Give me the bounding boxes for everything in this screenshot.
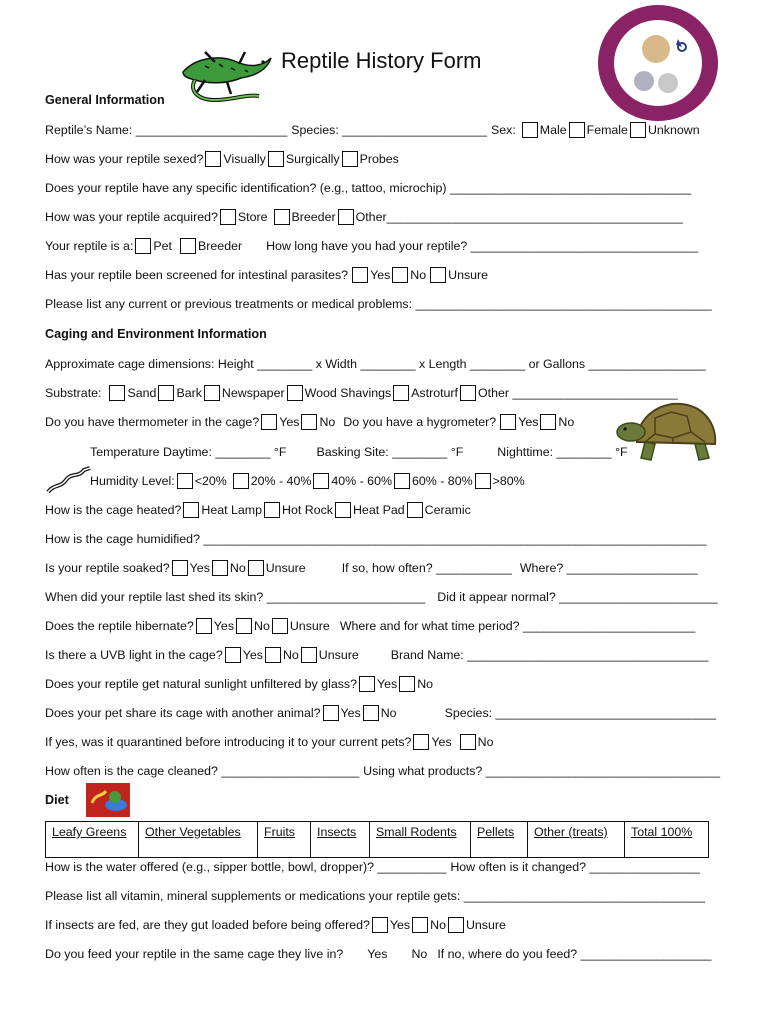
quarantine-question: If yes, was it quarantined before introducing it to your current pets?: [45, 735, 412, 749]
soaked-yes-label: Yes: [189, 561, 210, 575]
gut-loaded-yes-label: Yes: [389, 918, 411, 932]
gut-loaded-unsure-checkbox[interactable]: [448, 917, 464, 933]
row-reptile-is: [45, 237, 698, 255]
sexed-question: How was your reptile sexed?: [45, 152, 204, 166]
substrate-astroturf-checkbox[interactable]: [393, 385, 409, 401]
shed-normal-question[interactable]: Did it appear normal? _______________________: [437, 590, 718, 604]
gut-loaded-no-label: No: [430, 918, 446, 932]
share-yes-checkbox[interactable]: [323, 705, 339, 721]
humidified-question[interactable]: How is the cage humidified? _________________________________________________________________________: [45, 532, 707, 546]
sunlight-yes-label: Yes: [377, 677, 398, 691]
substrate-newspaper-label: Newspaper: [221, 386, 285, 400]
thermometer-no-label: No: [319, 415, 336, 429]
acquired-other-label[interactable]: Other___________________________________________: [355, 210, 683, 224]
hygrometer-yes-label: Yes: [518, 415, 539, 429]
section-caging-heading: Caging and Environment Information: [45, 327, 267, 341]
diet-col-total[interactable]: [625, 822, 709, 858]
sex-male-checkbox[interactable]: [522, 122, 538, 138]
treatments-question[interactable]: Please list any current or previous treatments or medical problems: ___________________________________________: [45, 297, 712, 311]
parasites-yes-checkbox[interactable]: [352, 267, 368, 283]
soak-frequency-field[interactable]: If so, how often? ___________: [341, 561, 512, 575]
heat-lamp-checkbox[interactable]: [183, 502, 199, 518]
sex-label: Sex:: [490, 123, 516, 137]
share-no-checkbox[interactable]: [363, 705, 379, 721]
diet-col-label: Total 100%: [631, 825, 693, 839]
basking-site-field[interactable]: Basking Site: ________ °F: [316, 445, 464, 459]
parasites-unsure-label: Unsure: [448, 268, 489, 282]
row-thermometer: [45, 413, 574, 431]
row-vitamins: [45, 887, 705, 905]
gut-loaded-no-checkbox[interactable]: [412, 917, 428, 933]
humidity-20-40-label: 20% - 40%: [250, 474, 312, 488]
diet-col-other-vegetables[interactable]: [139, 822, 258, 858]
share-yes-label: Yes: [340, 706, 361, 720]
diet-col-fruits[interactable]: [258, 822, 311, 858]
humidity-label: Humidity Level:: [90, 474, 175, 488]
substrate-other-label[interactable]: Other ________________________: [478, 386, 678, 400]
uvb-unsure-checkbox[interactable]: [301, 647, 317, 663]
thermometer-yes-checkbox[interactable]: [261, 414, 277, 430]
acquired-breeder-checkbox[interactable]: [274, 209, 290, 225]
sex-female-label: Female: [586, 123, 628, 137]
row-acquired: [45, 208, 683, 226]
parasites-question: Has your reptile been screened for intestinal parasites?: [45, 268, 349, 282]
hibernate-question: Does the reptile hibernate?: [45, 619, 194, 633]
hygrometer-no-label: No: [558, 415, 575, 429]
row-cleaned: [45, 762, 720, 780]
cage-dimensions-question[interactable]: Approximate cage dimensions: Height ________ x Width ________ x Length ________ or Gallons _________________: [45, 357, 706, 371]
hygrometer-question: Do you have a hygrometer?: [343, 415, 497, 429]
row-share-cage: [45, 704, 716, 722]
quarantine-yes-checkbox[interactable]: [413, 734, 429, 750]
humidity-40-60-checkbox[interactable]: [313, 473, 329, 489]
heat-pad-label: Heat Pad: [352, 503, 405, 517]
acquired-store-label: Store: [237, 210, 268, 224]
section-diet-heading: Diet: [45, 793, 69, 807]
diet-col-label: Leafy Greens: [52, 825, 127, 839]
diet-col-other-treats[interactable]: [528, 822, 625, 858]
uvb-question: Is there a UVB light in the cage?: [45, 648, 223, 662]
share-cage-question: Does your pet share its cage with another animal?: [45, 706, 321, 720]
sunlight-no-checkbox[interactable]: [399, 676, 415, 692]
section-general-heading: General Information: [45, 93, 165, 107]
heat-lamp-label: Heat Lamp: [201, 503, 263, 517]
cleaned-question[interactable]: How often is the cage cleaned? ____________________: [45, 764, 360, 778]
row-sexed: [45, 150, 399, 168]
row-humidified: [45, 530, 706, 548]
substrate-sand-label: Sand: [127, 386, 157, 400]
hot-rock-checkbox[interactable]: [264, 502, 280, 518]
row-uvb: [45, 646, 708, 664]
shed-question[interactable]: When did your reptile last shed its skin? _______________________: [45, 590, 426, 604]
humidity-60-80-label: 60% - 80%: [412, 474, 473, 488]
identification-question[interactable]: Does your reptile have any specific identification? (e.g., tattoo, microchip) ___________________________________: [45, 181, 692, 195]
soaked-question: Is your reptile soaked?: [45, 561, 170, 575]
parasites-unsure-checkbox[interactable]: [430, 267, 446, 283]
water-question[interactable]: How is the water offered (e.g., sipper bottle, bowl, dropper)? __________: [45, 860, 447, 874]
soaked-unsure-checkbox[interactable]: [248, 560, 264, 576]
row-name-species-sex: [45, 121, 700, 139]
sexed-visually-checkbox[interactable]: [205, 151, 221, 167]
diet-col-label: Insects: [317, 825, 357, 839]
form-title: Reptile History Form: [281, 48, 482, 73]
row-same-cage: [45, 945, 712, 963]
veterinary-logo: [596, 3, 720, 123]
quarantine-no-checkbox[interactable]: [460, 734, 476, 750]
substrate-label: Substrate:: [45, 386, 102, 400]
heat-pad-checkbox[interactable]: [335, 502, 351, 518]
species-label[interactable]: Species: _____________________: [291, 123, 487, 137]
row-gut-loaded: [45, 916, 506, 934]
diet-col-label: Pellets: [477, 825, 515, 839]
hibernate-where-field[interactable]: Where and for what time period? _________________________: [339, 619, 696, 633]
cleaning-products-field[interactable]: Using what products? __________________________________: [363, 764, 721, 778]
substrate-sand-checkbox[interactable]: [109, 385, 125, 401]
substrate-wood-label: Wood Shavings: [304, 386, 392, 400]
hygrometer-yes-checkbox[interactable]: [500, 414, 516, 430]
same-cage-no-label[interactable]: No: [411, 947, 428, 961]
sex-unknown-checkbox[interactable]: [630, 122, 646, 138]
humidity-40-60-label: 40% - 60%: [331, 474, 392, 488]
is-pet-checkbox[interactable]: [135, 238, 151, 254]
parasites-no-label: No: [410, 268, 427, 282]
is-pet-label: Pet: [153, 239, 173, 253]
thermometer-yes-label: Yes: [279, 415, 300, 429]
hibernate-no-checkbox[interactable]: [236, 618, 252, 634]
share-species-field[interactable]: Species: ________________________________: [444, 706, 717, 720]
sex-unknown-label: Unknown: [647, 123, 700, 137]
gut-loaded-yes-checkbox[interactable]: [372, 917, 388, 933]
row-heated: [45, 501, 471, 519]
substrate-newspaper-checkbox[interactable]: [204, 385, 220, 401]
water-changed-field[interactable]: How often is it changed? ________________: [450, 860, 700, 874]
sexed-visually-label: Visually: [223, 152, 266, 166]
diet-table: [45, 821, 709, 858]
substrate-bark-label: Bark: [176, 386, 202, 400]
row-shed: [45, 588, 718, 606]
how-long-question[interactable]: How long have you had your reptile? _________________________________: [266, 239, 699, 253]
uvb-yes-checkbox[interactable]: [225, 647, 241, 663]
diet-col-label: Other Vegetables: [145, 825, 241, 839]
soaked-no-checkbox[interactable]: [212, 560, 228, 576]
sunlight-no-label: No: [417, 677, 434, 691]
humidity-under20-checkbox[interactable]: [177, 473, 193, 489]
substrate-astroturf-label: Astroturf: [411, 386, 458, 400]
ceramic-checkbox[interactable]: [407, 502, 423, 518]
row-water: [45, 858, 700, 876]
diet-table-row: [46, 822, 709, 858]
diet-col-leafy-greens[interactable]: [46, 822, 139, 858]
same-cage-question: Do you feed your reptile in the same cage they live in?: [45, 947, 344, 961]
row-humidity: [90, 472, 525, 490]
thermometer-no-checkbox[interactable]: [301, 414, 317, 430]
uvb-brand-field[interactable]: Brand Name: ___________________________________: [390, 648, 709, 662]
snake-illustration: [44, 464, 92, 496]
sex-female-checkbox[interactable]: [569, 122, 585, 138]
diet-col-label: Other (treats): [534, 825, 608, 839]
row-temperatures: [90, 443, 628, 461]
parasites-no-checkbox[interactable]: [392, 267, 408, 283]
sex-male-label: Male: [539, 123, 567, 137]
hibernate-yes-checkbox[interactable]: [196, 618, 212, 634]
substrate-bark-checkbox[interactable]: [158, 385, 174, 401]
share-no-label: No: [380, 706, 397, 720]
is-breeder-label: Breeder: [198, 239, 243, 253]
sexed-surgically-checkbox[interactable]: [268, 151, 284, 167]
reptile-is-question: Your reptile is a:: [45, 239, 134, 253]
diet-col-label: Fruits: [264, 825, 295, 839]
sunlight-yes-checkbox[interactable]: [359, 676, 375, 692]
parasites-yes-label: Yes: [370, 268, 391, 282]
soaked-unsure-label: Unsure: [265, 561, 306, 575]
food-icon: [86, 783, 130, 817]
uvb-yes-label: Yes: [242, 648, 263, 662]
row-dimensions: [45, 355, 706, 373]
heated-question: How is the cage heated?: [45, 503, 182, 517]
humidity-20-40-checkbox[interactable]: [233, 473, 249, 489]
nighttime-field[interactable]: Nighttime: ________ °F: [497, 445, 628, 459]
row-identification: [45, 179, 691, 197]
row-sunlight: [45, 675, 433, 693]
reptile-name-label[interactable]: Reptile’s Name: ______________________: [45, 123, 288, 137]
humidity-under20-label: <20%: [194, 474, 227, 488]
uvb-no-checkbox[interactable]: [265, 647, 281, 663]
thermometer-question: Do you have thermometer in the cage?: [45, 415, 260, 429]
diet-col-small-rodents[interactable]: [370, 822, 471, 858]
row-hibernate: [45, 617, 695, 635]
quarantine-yes-label: Yes: [431, 735, 452, 749]
hibernate-unsure-checkbox[interactable]: [272, 618, 288, 634]
row-quarantine: [45, 733, 493, 751]
row-substrate: [45, 384, 678, 402]
hibernate-yes-label: Yes: [213, 619, 235, 633]
quarantine-no-label: No: [477, 735, 494, 749]
acquired-breeder-label: Breeder: [291, 210, 336, 224]
sunlight-question: Does your reptile get natural sunlight unfiltered by glass?: [45, 677, 358, 691]
tortoise-illustration: [615, 398, 721, 466]
diet-col-label: Small Rodents: [376, 825, 457, 839]
sexed-probes-checkbox[interactable]: [342, 151, 358, 167]
substrate-wood-checkbox[interactable]: [287, 385, 303, 401]
diet-col-insects[interactable]: [311, 822, 370, 858]
temp-daytime-field[interactable]: Temperature Daytime: ________ °F: [90, 445, 287, 459]
diet-col-pellets[interactable]: [471, 822, 528, 858]
soaked-no-label: No: [229, 561, 246, 575]
humidity-60-80-checkbox[interactable]: [394, 473, 410, 489]
is-breeder-checkbox[interactable]: [180, 238, 196, 254]
gut-loaded-unsure-label: Unsure: [465, 918, 506, 932]
acquired-store-checkbox[interactable]: [220, 209, 236, 225]
acquired-question: How was your reptile acquired?: [45, 210, 218, 224]
substrate-other-checkbox[interactable]: [460, 385, 476, 401]
row-parasites: [45, 266, 488, 284]
hibernate-no-label: No: [254, 619, 270, 633]
hibernate-unsure-label: Unsure: [289, 619, 330, 633]
lizard-illustration: [175, 44, 277, 106]
same-cage-yes-label[interactable]: Yes: [367, 947, 388, 961]
humidity-over80-checkbox[interactable]: [475, 473, 491, 489]
acquired-other-checkbox[interactable]: [338, 209, 354, 225]
gut-loaded-question: If insects are fed, are they gut loaded before being offered?: [45, 918, 370, 932]
sexed-surgically-label: Surgically: [285, 152, 340, 166]
ceramic-label: Ceramic: [424, 503, 471, 517]
feed-where-field[interactable]: If no, where do you feed? ___________________: [437, 947, 712, 961]
humidity-over80-label: >80%: [492, 474, 525, 488]
hygrometer-no-checkbox[interactable]: [540, 414, 556, 430]
sexed-probes-label: Probes: [359, 152, 399, 166]
soak-where-field[interactable]: Where? ___________________: [519, 561, 698, 575]
row-treatments: [45, 295, 712, 313]
uvb-unsure-label: Unsure: [318, 648, 359, 662]
uvb-no-label: No: [282, 648, 299, 662]
hot-rock-label: Hot Rock: [282, 503, 333, 517]
soaked-yes-checkbox[interactable]: [172, 560, 188, 576]
vitamins-question[interactable]: Please list all vitamin, mineral supplements or medications your reptile gets: ___________________________________: [45, 889, 705, 903]
row-soaked: [45, 559, 698, 577]
